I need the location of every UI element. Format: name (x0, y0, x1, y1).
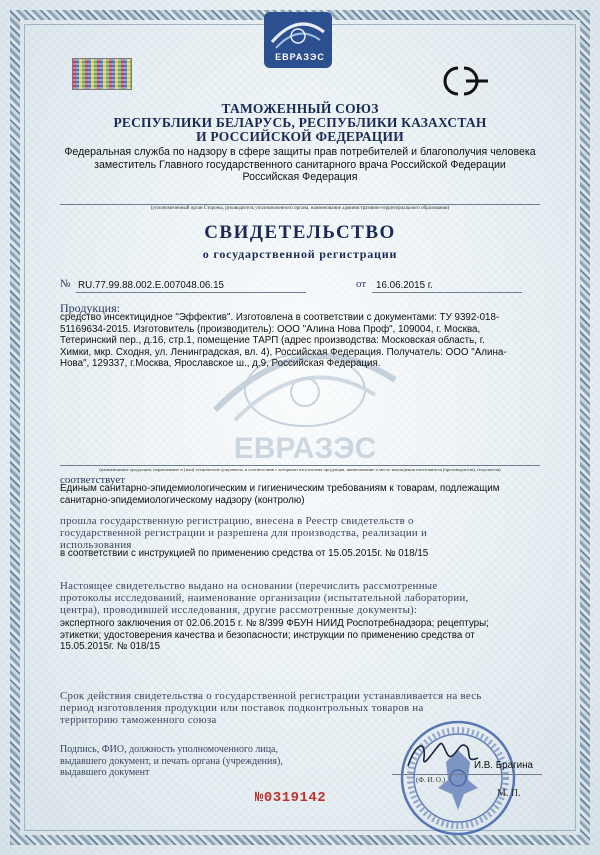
basis-line: Настоящее свидетельство выдано на основании (перечислить рассмотренные (60, 580, 438, 592)
basis-documents (60, 618, 550, 653)
compliance-line: санитарно-эпидемиологическому надзору (контролю) (60, 494, 305, 506)
fio-hint: (Ф. И. О.) (416, 776, 446, 784)
seal-place-label: М. П. (497, 788, 521, 799)
registration-passed-text (60, 515, 540, 551)
customs-union-title (40, 102, 560, 144)
watermark-text: ЕВРАЗЭС (233, 432, 377, 465)
compliance-label: соответствует (60, 474, 126, 486)
agency-underline (60, 204, 540, 205)
registration-date: 16.06.2015 г. (376, 280, 433, 291)
signature-line: выдавшего документ, и печать органа (учреждения), (60, 755, 283, 767)
basis-text (60, 580, 540, 616)
serial-number: №0319142 (255, 790, 327, 806)
product-line: Нова", 129337, г.Москва, Ярославское ш., д.9, Российская Федерация. (60, 358, 381, 369)
passed-line: использования (60, 539, 132, 551)
passed-line: государственной регистрации и разрешена для производства, реализации и (60, 527, 428, 539)
agency-line-3: Российская Федерация (242, 171, 358, 183)
agency-line-1: Федеральная служба по надзору в сфере защиты прав потребителей и благополучия человека (64, 146, 536, 158)
header-line-2: РЕСПУБЛИКИ БЕЛАРУСЬ, РЕСПУБЛИКИ КАЗАХСТАН (113, 115, 487, 130)
agency-note: (уполномоченный орган Стороны, руководитель уполномоченного органа, наименование административно-территориального образования) (150, 206, 450, 211)
agency-line-2: заместитель Главного государственного санитарного врача Российской Федерации (94, 158, 506, 171)
basis-line: протоколы исследований, наименование организации (испытательной лаборатории, (60, 592, 469, 604)
signatory-name: И.В. Брагина (474, 760, 533, 771)
basis-document-line: этикетки; удостоверения качества и безопасности; инструкции по применению средства от (60, 629, 475, 641)
product-line: Тетеринский пер., д.16, стр.1, помещение ТАРП (адрес производства: Московская область, г. (60, 335, 485, 346)
header-line-3: И РОССИЙСКОЙ ФЕДЕРАЦИИ (196, 129, 404, 144)
signature-caption (60, 744, 283, 779)
registration-number: RU.77.99.88.002.E.007048.06.15 (78, 280, 224, 291)
validity-line: период изготовления продукции или поставок подконтрольных товаров на (60, 702, 424, 714)
passed-line: прошла государственную регистрацию, внесена в Реестр свидетельств о (60, 515, 414, 527)
product-note: (наименование продукции, нормативные и (или) технические документы, в соответствии с которыми изготовлена продукция, наименование и место нахождения изготовителя (производителя), получателя) (99, 467, 501, 472)
header-line-1: ТАМОЖЕННЫЙ СОЮЗ (221, 101, 379, 116)
basis-line: центра), проводившей исследования, другие рассмотренные документы): (60, 604, 418, 616)
basis-document-line: 15.05.2015г. № 018/15 (60, 641, 161, 652)
eac-conformity-mark-icon (430, 62, 492, 100)
date-label: от (356, 278, 367, 290)
compliance-line: Единым санитарно-эпидемиологическим и гигиеническим требованиям к товарам, подлежащим (60, 483, 500, 494)
handwritten-signature (404, 736, 484, 776)
product-description (60, 312, 550, 370)
signature-line: выдавшего документ (60, 767, 150, 778)
product-label: Продукция: (60, 301, 120, 315)
certificate-title: СВИДЕТЕЛЬСТВО (204, 222, 396, 243)
product-line: средство инсектицидное "Эффектив". Изготовлена в соответствии с документами: ТУ 9392-018- (60, 312, 500, 323)
product-underline (60, 465, 540, 466)
signature-underline (392, 774, 542, 775)
basis-document-line: экспертного заключения от 02.06.2015 г. № 8/399 ФБУН НИИД Роспотребнадзора; рецептуры; (60, 618, 489, 629)
emblem-text: ЕВРАЗЭС (275, 52, 325, 62)
number-underline (76, 292, 306, 293)
hologram-sticker (72, 58, 132, 90)
issuing-agency (40, 146, 560, 184)
product-line: Химки, мкр. Сходня, ул. Ленинградская, вл. 4), Российская Федерация. Получатель: ООО "Алина- (60, 346, 507, 358)
validity-line: Срок действия свидетельства о государственной регистрации устанавливается на весь (60, 690, 482, 702)
product-line: 51169634-2015. Изготовитель (производитель): ООО "Алина Нова Проф", 109004, г. Москва, (60, 323, 481, 335)
date-underline (372, 292, 522, 293)
compliance-text (60, 483, 550, 506)
signature-line: Подпись, ФИО, должность уполномоченного лица, (60, 744, 278, 755)
usage-conditions: в соответствии с инструкцией по применению средства от 15.05.2015г. № 018/15 (60, 548, 429, 559)
validity-line: территорию таможенного союза (60, 714, 217, 726)
certificate-subtitle: о государственной регистрации (202, 247, 398, 261)
number-label: № (60, 278, 71, 290)
